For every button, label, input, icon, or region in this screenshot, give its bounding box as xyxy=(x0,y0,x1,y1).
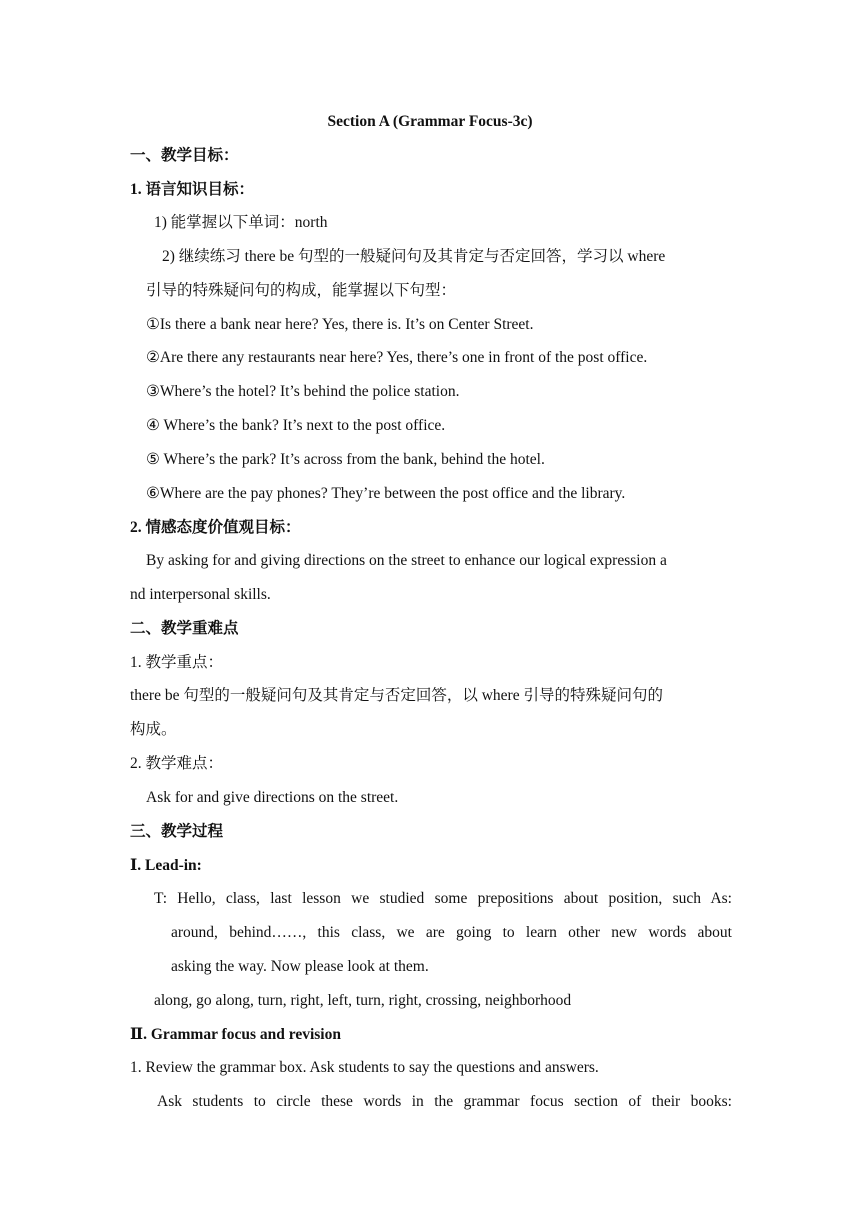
sentence-1: ①Is there a bank near here? Yes, there is. It’s on Center Street. xyxy=(146,316,534,333)
review-line: 1. Review the grammar box. Ask students to say the questions and answers. xyxy=(130,1059,599,1076)
vocab-item: 1) 能掌握以下单词：north xyxy=(154,214,328,231)
grammar-heading: Ⅱ. Grammar focus and revision xyxy=(130,1026,341,1043)
document-title: Section A (Grammar Focus-3c) xyxy=(327,113,533,130)
leadin-line2: around, behind……, this class, we are going to learn other new words about xyxy=(171,924,732,941)
knowledge-heading: 1. 语言知识目标： xyxy=(130,181,255,198)
pattern-item-line2: 引导的特殊疑问句的构成，能掌握以下句型： xyxy=(146,282,457,299)
pattern-item-line1: 2) 继续练习 there be 句型的一般疑问句及其肯定与否定回答，学习以 where xyxy=(162,248,666,265)
attitude-heading: 2. 情感态度价值观目标： xyxy=(130,519,301,536)
circle-instruction: Ask students to circle these words in the grammar focus section of their books: xyxy=(157,1093,732,1110)
attitude-line2: nd interpersonal skills. xyxy=(130,586,271,603)
difficulty-text: Ask for and give directions on the street. xyxy=(146,789,399,806)
leadin-line1: T: Hello, class, last lesson we studied some prepositions about position, such As: xyxy=(154,890,732,907)
process-heading: 三、教学过程 xyxy=(130,823,224,840)
leadin-heading: Ⅰ. Lead-in: xyxy=(130,857,202,874)
leadin-line3: asking the way. Now please look at them. xyxy=(171,958,429,975)
difficulty-label: 2. 教学难点： xyxy=(130,755,224,772)
sentence-2: ②Are there any restaurants near here? Yes, there’s one in front of the post office. xyxy=(146,349,648,366)
key-point-line2: 构成。 xyxy=(130,721,177,738)
objectives-heading: 一、教学目标： xyxy=(130,147,239,164)
key-point-line1: there be 句型的一般疑问句及其肯定与否定回答，以 where 引导的特殊疑问句的 xyxy=(130,687,663,704)
sentence-6: ⑥Where are the pay phones? They’re between the post office and the library. xyxy=(146,485,626,502)
sentence-3: ③Where’s the hotel? It’s behind the police station. xyxy=(146,383,460,400)
sentence-4: ④ Where’s the bank? It’s next to the post office. xyxy=(146,417,446,434)
sentence-5: ⑤ Where’s the park? It’s across from the bank, behind the hotel. xyxy=(146,451,545,468)
attitude-line1: By asking for and giving directions on the street to enhance our logical expression a xyxy=(146,552,667,569)
key-point-label: 1. 教学重点： xyxy=(130,654,224,671)
vocabulary-words: along, go along, turn, right, left, turn, right, crossing, neighborhood xyxy=(154,992,572,1009)
key-points-heading: 二、教学重难点 xyxy=(130,620,239,637)
